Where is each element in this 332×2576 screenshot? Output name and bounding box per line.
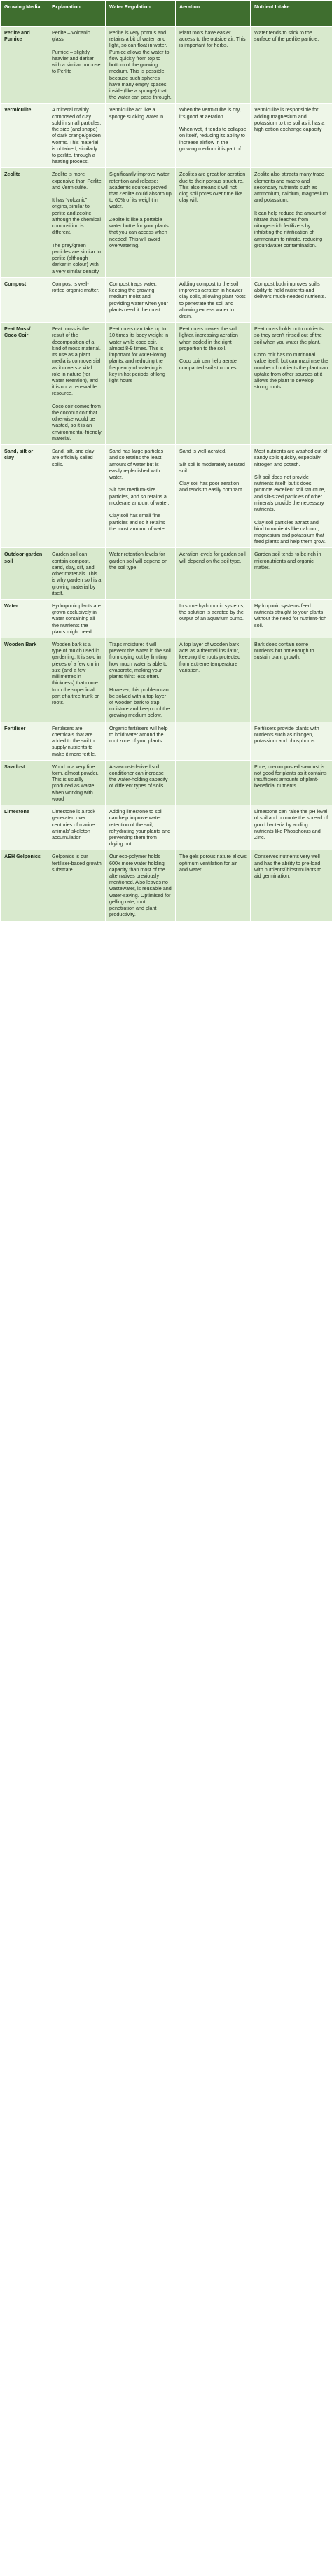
table-row bbox=[1, 277, 332, 322]
cell-explanation: Gelponics is our fertiliser-based growth substrate bbox=[48, 850, 106, 921]
table-row bbox=[1, 638, 332, 722]
cell-explanation: Zeolite is more expensive than Perlite and Vermiculite. It has “volcanic” origins, similar to perlite and zeolite, although the chemical composition is different. The grey/green particles are similar to perlite (although darker in colour) with a very similar density. bbox=[48, 168, 106, 278]
cell-nutrient-intake: Garden soil tends to be rich in micronutrients and organic matter. bbox=[251, 548, 332, 600]
growing-media-table bbox=[0, 0, 332, 922]
cell-growing-media: Outdoor garden soil bbox=[1, 548, 48, 600]
cell-explanation: Sand, silt, and clay are officially called soils. bbox=[48, 445, 106, 548]
cell-explanation: Garden soil can contain compost, sand, clay, silt, and other materials. This is why garden soil is a growing material by itself. bbox=[48, 548, 106, 600]
cell-water-regulation: Water retention levels for garden soil will depend on the soil type. bbox=[106, 548, 176, 600]
cell-nutrient-intake: Water tends to stick to the surface of the perlite particle. bbox=[251, 27, 332, 104]
cell-growing-media: Fertiliser bbox=[1, 722, 48, 760]
cell-water-regulation: A sawdust-derived soil conditioner can increase the water-holding capacity of different types of soils. bbox=[106, 760, 176, 805]
cell-explanation: Compost is well-rotted organic matter. bbox=[48, 277, 106, 322]
cell-nutrient-intake: Compost both improves soil’s ability to hold nutrients and delivers much-needed nutrients. bbox=[251, 277, 332, 322]
cell-nutrient-intake: Hydroponic systems feed nutrients straight to your plants without the need for nutrient-rich soil. bbox=[251, 599, 332, 638]
cell-growing-media: Compost bbox=[1, 277, 48, 322]
cell-water-regulation: Significantly improve water retention and release: academic sources proved that Zeolite could absorb up to 60% of its weight in water. Zeolite is like a portable water bottle for your plants that you can access when needed! This will avoid overwatering. bbox=[106, 168, 176, 278]
table-body bbox=[1, 27, 332, 922]
header-aeration: Aeration bbox=[176, 1, 251, 27]
header-growing-media: Growing Media bbox=[1, 1, 48, 27]
cell-water-regulation: Perlite is very porous and retains a bit of water, and light, so can float in water. Pumice allows the water to flow quickly from top to bottom of the growing medium. This is possible because such spheres have many empty spaces inside (like a sponge) that the water can pass through. bbox=[106, 27, 176, 104]
table-row bbox=[1, 104, 332, 168]
cell-growing-media: Sand, silt or clay bbox=[1, 445, 48, 548]
cell-nutrient-intake: Fertilisers provide plants with nutrients such as nitrogen, potassium and phosphorus. bbox=[251, 722, 332, 760]
cell-water-regulation: Compost traps water, keeping the growing medium moist and providing water when your plants need it the most. bbox=[106, 277, 176, 322]
cell-nutrient-intake: Zeolite also attracts many trace elements and macro and secondary nutrients such as ammonium, calcium, magnesium and potassium. It can help reduce the amount of nitrate that leaches from nitrogen-rich fertilizers by inhibiting the nitrification of ammonium to nitrate, reducing groundwater contamination. bbox=[251, 168, 332, 278]
cell-explanation: Wood in a very fine form, almost powder. This is usually produced as waste when working with wood bbox=[48, 760, 106, 805]
cell-explanation: Wooden bark is a type of mulch used in gardening. It is sold in pieces of a few cm in size (and a few millimetres in thickness) that come from the superficial part of a tree trunk or roots. bbox=[48, 638, 106, 722]
cell-water-regulation: Our eco-polymer holds 600x more water holding capacity than most of the alternatives previously mentioned. Also leaves no wastewater, is reusable and water-saving. Optimised for gelling rate, root penetration and plant productivity. bbox=[106, 850, 176, 921]
table-row bbox=[1, 168, 332, 278]
cell-water-regulation: Adding limestone to soil can help improve water retention of the soil, rehydrating your plants and preventing them from drying out. bbox=[106, 805, 176, 850]
cell-explanation: A mineral mainly composed of clay sold in small particles, the size (and shape) of dark orange/golden worms. This material is obtained, similarly to perlite, through a heating process. bbox=[48, 104, 106, 168]
cell-growing-media: Perlite and Pumice bbox=[1, 27, 48, 104]
cell-water-regulation: Vermiculite act like a sponge sucking water in. bbox=[106, 104, 176, 168]
cell-nutrient-intake: Bark does contain some nutrients but not enough to sustain plant growth. bbox=[251, 638, 332, 722]
cell-aeration: Aeration levels for garden soil will depend on the soil type. bbox=[176, 548, 251, 600]
cell-aeration bbox=[176, 722, 251, 760]
cell-nutrient-intake: Peat moss holds onto nutrients, so they aren’t rinsed out of the soil when you water the plant. Coco coir has no nutritional value itself, but can maximise the number of nutrients the plant can uptake from other sources at it allows the plant to develop strong roots. bbox=[251, 323, 332, 445]
cell-growing-media: Zeolite bbox=[1, 168, 48, 278]
cell-explanation: Peat moss is the result of the decomposition of a kind of moss material. Its use as a plant media is controversial as it covers a vital role in nature (for water retention), and it is not a renewable resource. Coco coir comes from the coconut coir that otherwise would be wasted, so it is an environmental-friendly material. bbox=[48, 323, 106, 445]
cell-water-regulation: Sand has large particles and so retains the least amount of water but is easily replenished with water. Silt has medium-size particles, and so retains a moderate amount of water. Clay soil has small fine particles and so it retains the most amount of water. bbox=[106, 445, 176, 548]
table-row bbox=[1, 722, 332, 760]
cell-aeration: In some hydroponic systems, the solution is aerated by the output of an aquarium pump. bbox=[176, 599, 251, 638]
table-row bbox=[1, 850, 332, 921]
header-water-regulation: Water Regulation bbox=[106, 1, 176, 27]
header-nutrient-intake: Nutrient Intake bbox=[251, 1, 332, 27]
cell-nutrient-intake: Most nutrients are washed out of sandy soils quickly, especially nitrogen and potash. Silt soil does not provide nutrients itself, but it does promote excellent soil structure, and silt-sized particles of other minerals provide the necessary nutrients. Clay soil particles attract and bind to nutrients like calcium, magnesium and potassium that feed plants and help them grow. bbox=[251, 445, 332, 548]
cell-aeration: Peat moss makes the soil lighter, increasing aeration when added in the right proportion to the soil. Coco coir can help aerate compacted soil structures. bbox=[176, 323, 251, 445]
cell-aeration: Zeolites are great for aeration due to their porous structure. This also means it will not clog soil pores over time like clay will. bbox=[176, 168, 251, 278]
cell-aeration: Adding compost to the soil improves aeration in heavier clay soils, allowing plant roots to penetrate the soil and allowing excess water to drain. bbox=[176, 277, 251, 322]
cell-nutrient-intake: Limestone can raise the pH level of soil and promote the spread of good bacteria by adding nutrients like Phosphorus and Zinc. bbox=[251, 805, 332, 850]
table-header bbox=[1, 1, 332, 27]
table-row bbox=[1, 805, 332, 850]
cell-nutrient-intake: Conserves nutrients very well and has the ability to pre-load with nutrients/ biostimulants to aid germination. bbox=[251, 850, 332, 921]
table-row bbox=[1, 323, 332, 445]
cell-growing-media: Water bbox=[1, 599, 48, 638]
cell-explanation: Fertilisers are chemicals that are added to the soil to supply nutrients to make it more fertile. bbox=[48, 722, 106, 760]
cell-water-regulation: Peat moss can take up to 10 times its body weight in water while coco coir, almost 8-9 times. This is important for water-loving plants, and reducing the frequency of watering is key in hot periods of long light hours bbox=[106, 323, 176, 445]
cell-growing-media: Peat Moss/ Coco Coir bbox=[1, 323, 48, 445]
header-row bbox=[1, 1, 332, 27]
table-row bbox=[1, 445, 332, 548]
cell-explanation: Hydroponic plants are grown exclusively in water containing all the nutrients the plants might need. bbox=[48, 599, 106, 638]
cell-aeration bbox=[176, 805, 251, 850]
cell-explanation: Limestone is a rock generated over centuries of marine animals’ skeleton accumulation bbox=[48, 805, 106, 850]
table-row bbox=[1, 599, 332, 638]
cell-aeration bbox=[176, 760, 251, 805]
cell-aeration: The gels porous nature allows optimum ventilation for air and water. bbox=[176, 850, 251, 921]
table-row bbox=[1, 760, 332, 805]
cell-growing-media: Sawdust bbox=[1, 760, 48, 805]
cell-water-regulation: Traps moisture: it will prevent the water in the soil from drying out by limiting how much water is able to evaporate, making your plants thirst less often. However, this problem can be solved with a top layer of wooden bark to trap moisture and keep cool the growing medium below. bbox=[106, 638, 176, 722]
cell-growing-media: Limestone bbox=[1, 805, 48, 850]
cell-aeration: A top layer of wooden bark acts as a thermal insulator, keeping the roots protected from extreme temperature variation. bbox=[176, 638, 251, 722]
header-explanation: Explanation bbox=[48, 1, 106, 27]
cell-nutrient-intake: Vermiculite is responsible for adding magnesium and potassium to the soil as it has a high cation exchange capacity bbox=[251, 104, 332, 168]
cell-explanation: Perlite – volcanic glass Pumice – slightly heavier and darker with a similar purpose to Perlite bbox=[48, 27, 106, 104]
cell-water-regulation bbox=[106, 599, 176, 638]
table-row bbox=[1, 27, 332, 104]
cell-nutrient-intake: Pure, un-composted sawdust is not good for plants as it contains insufficient amounts of plant-beneficial nutrients. bbox=[251, 760, 332, 805]
cell-aeration: When the vermiculite is dry, it’s good at aeration. When wet, it tends to collapse on itself, reducing its ability to increase airflow in the growing medium it is part of. bbox=[176, 104, 251, 168]
table-row bbox=[1, 548, 332, 600]
cell-growing-media: Vermiculite bbox=[1, 104, 48, 168]
cell-growing-media: Wooden Bark bbox=[1, 638, 48, 722]
cell-aeration: Sand is well-aerated. Silt soil is moderately aerated soil. Clay soil has poor aeration and tends to easily compact. bbox=[176, 445, 251, 548]
cell-growing-media: AEH Gelponics bbox=[1, 850, 48, 921]
cell-aeration: Plant roots have easier access to the outside air. This is important for herbs. bbox=[176, 27, 251, 104]
cell-water-regulation: Organic fertilisers will help to hold water around the root zone of your plants. bbox=[106, 722, 176, 760]
